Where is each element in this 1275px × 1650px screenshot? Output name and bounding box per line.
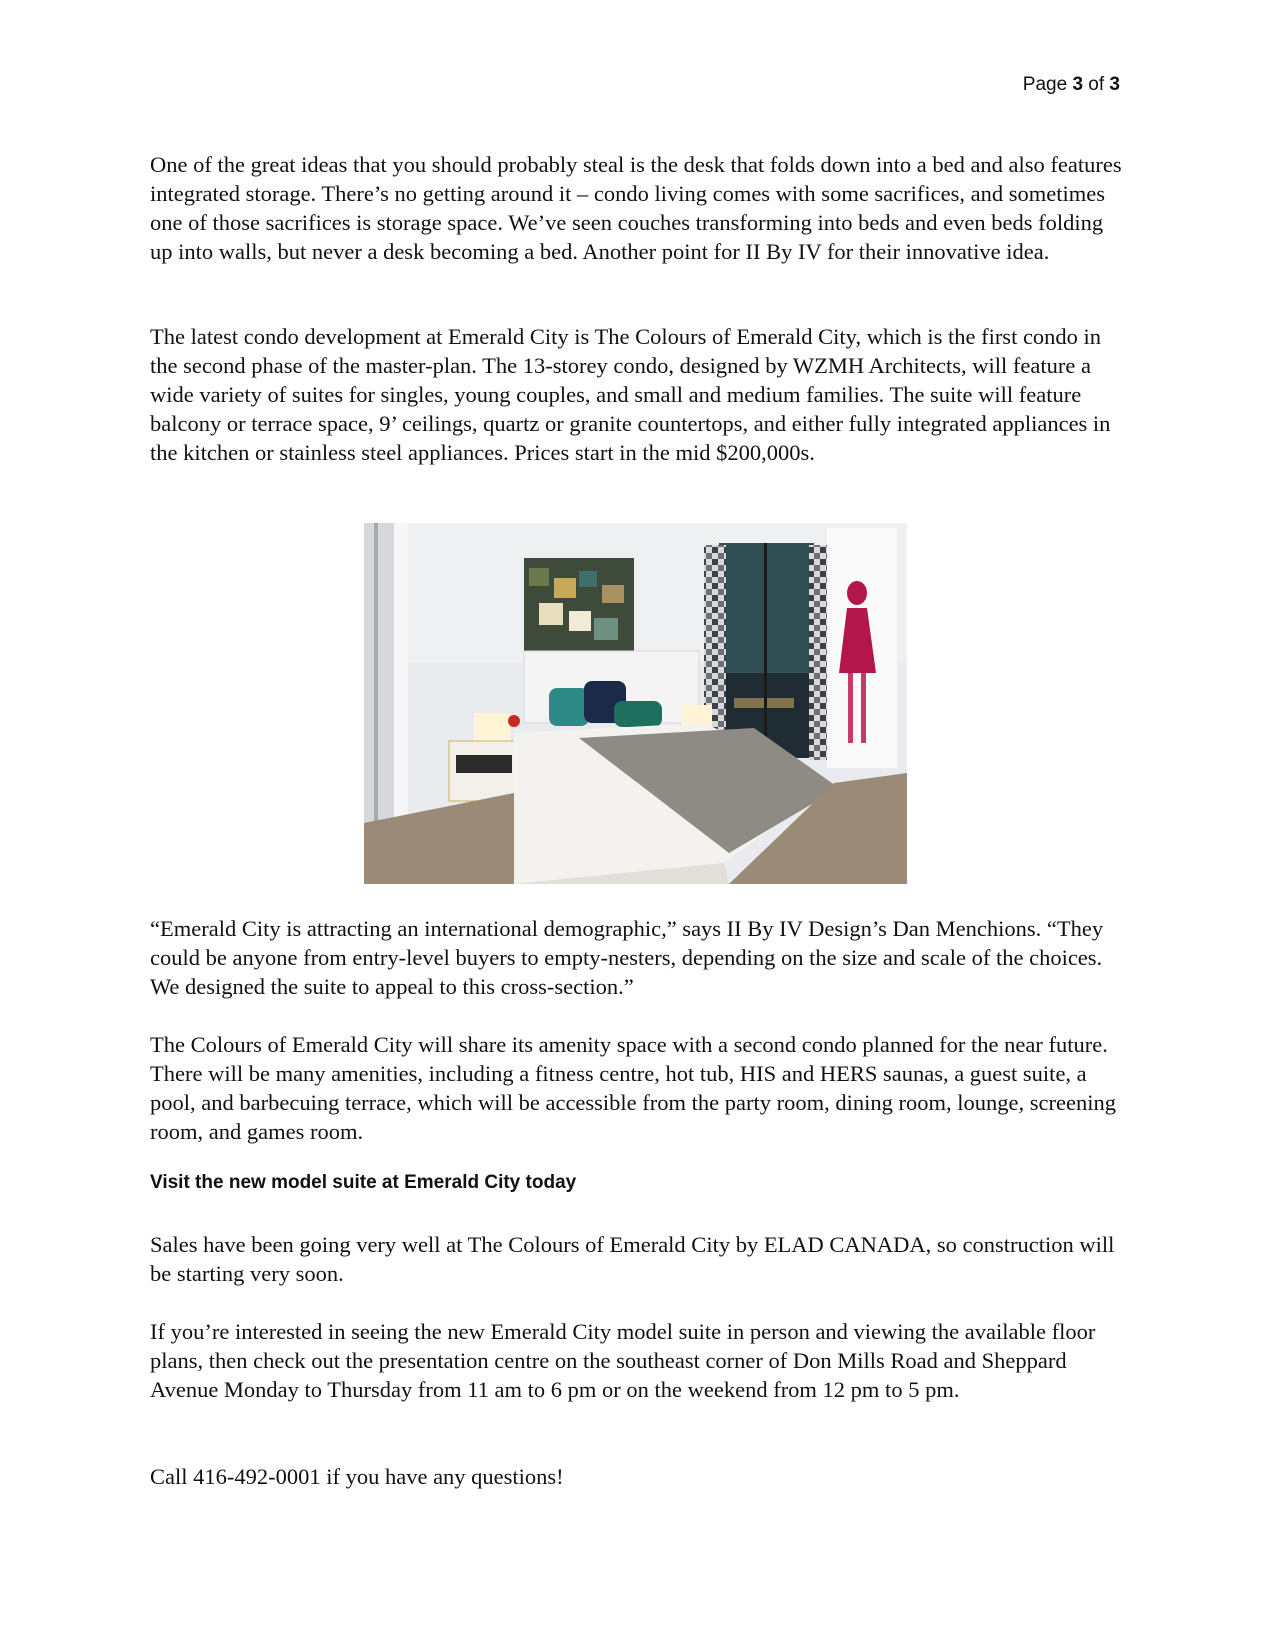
section-heading: Visit the new model suite at Emerald City today xyxy=(150,1172,577,1193)
page-current: 3 xyxy=(1072,74,1084,95)
paragraph-presentation-centre xyxy=(150,1317,1130,1404)
paragraph-text: Call 416-492-0001 if you have any questions! xyxy=(150,1464,564,1489)
paragraph-call xyxy=(150,1462,1130,1491)
paragraph-text: If you’re interested in seeing the new Emerald City model suite in person and viewing the available floor plans, then check out the presentation centre on the southeast corner of Don Mills Road and Sheppard Avenue Monday to Thursday from 11 am to 6 pm or on the weekend from 12 pm to 5 pm. xyxy=(150,1319,1096,1402)
paragraph-text: The Colours of Emerald City will share its amenity space with a second condo planned for the near future. There will be many amenities, including a fitness centre, hot tub, HIS and HERS saunas, a guest suite, a pool, and barbecuing terrace, which will be accessible from the party room, dining room, lounge, screening room, and games room. xyxy=(150,1032,1116,1144)
paragraph-text: The latest condo development at Emerald City is The Colours of Emerald City, which is the first condo in the second phase of the master-plan. The 13-storey condo, designed by WZMH Architects, will feature a wide variety of suites for singles, young couples, and small and medium families. The suite will feature balcony or terrace space, 9’ ceilings, quartz or granite countertops, and either fully integrated appliances in the kitchen or stainless steel appliances. Prices start in the mid $200,000s. xyxy=(150,324,1111,465)
paragraph-quote-menchions xyxy=(150,914,1130,1001)
paragraph-sales xyxy=(150,1230,1130,1288)
paragraph-desk-bed xyxy=(150,150,1130,266)
paragraph-text: Sales have been going very well at The Colours of Emerald City by ELAD CANADA, so construction will be starting very soon. xyxy=(150,1232,1115,1286)
bedroom-photo xyxy=(364,523,907,884)
paragraph-amenities xyxy=(150,1030,1130,1146)
page-prefix: Page xyxy=(1022,74,1073,95)
page-middle: of xyxy=(1083,74,1110,95)
paragraph-colours-development xyxy=(150,322,1130,467)
bedroom-photo-illustration xyxy=(364,523,907,884)
paragraph-text: “Emerald City is attracting an international demographic,” says II By IV Design’s Dan Menchions. “They could be anyone from entry-level buyers to empty-nesters, depending on the size and scale of the choices. We designed the suite to appeal to this cross-section.” xyxy=(150,916,1104,999)
page-total: 3 xyxy=(1109,74,1120,95)
page-number xyxy=(1023,74,1120,96)
paragraph-text: One of the great ideas that you should probably steal is the desk that folds down into a bed and also features integrated storage. There’s no getting around it – condo living comes with some sacrifices, and sometimes one of those sacrifices is storage space. We’ve seen couches transforming into beds and even beds folding up into walls, but never a desk becoming a bed. Another point for II By IV for their innovative idea. xyxy=(150,152,1122,264)
